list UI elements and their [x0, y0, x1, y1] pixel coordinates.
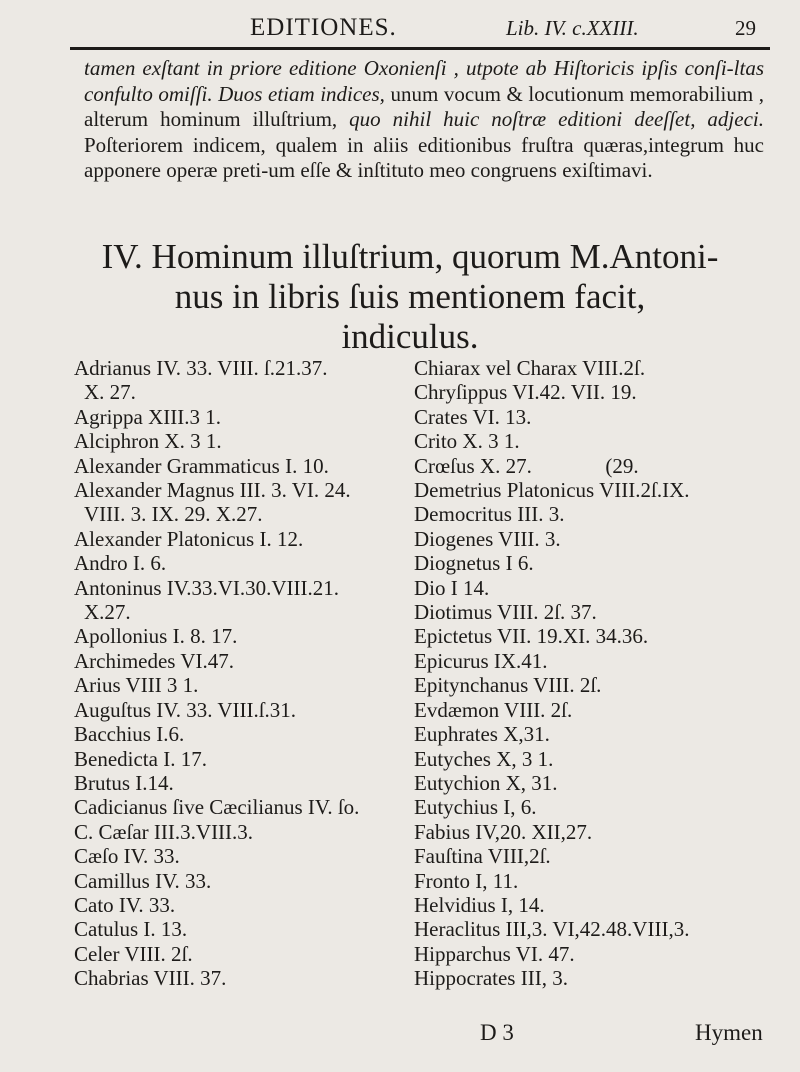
index-entry: Benedicta I. 17. — [74, 746, 207, 771]
index-entry: Chiarax vel Charax VIII.2ſ. — [414, 356, 646, 380]
index-entry: Alexander Platonicus I. 12. — [74, 526, 304, 551]
index-entry: Euphrates X,31. — [414, 722, 550, 747]
index-entry: X.27. — [84, 600, 131, 625]
section-heading — [60, 237, 760, 357]
intro-text-2: Duos etiam indices, — [218, 81, 385, 106]
intro-paragraph — [84, 56, 764, 184]
index-entry: Bacchius I.6. — [74, 722, 185, 747]
index-entry: Cæſo IV. 33. — [74, 844, 180, 869]
index-entry: Brutus I.14. — [74, 770, 174, 795]
intro-text-1: tamen exſtant in priore editione Oxonienſi , utpote ab Hiſtoricis ipſis conſi-ltas confulto omiſſi. — [84, 56, 764, 106]
index-entry: Catulus I. 13. — [74, 917, 188, 942]
index-entry: Alciphron X. 3 1. — [74, 429, 222, 454]
index-entry: Chryſippus VI.42. VII. 19. — [414, 380, 637, 405]
index-column-right — [414, 356, 774, 991]
index-entry: Epictetus VII. 19.XI. 34.36. — [414, 624, 649, 649]
index-entry: Adrianus IV. 33. VIII. ſ.21.37. — [74, 356, 328, 380]
index-entry: Chabrias VIII. 37. — [74, 966, 227, 991]
index-entry: Cadicianus ſive Cæcilianus IV. ſo. — [74, 795, 360, 820]
running-title: EDITIONES. — [250, 14, 397, 41]
index-entry: Apollonius I. 8. 17. — [74, 624, 238, 649]
catchword: Hymen — [695, 1020, 763, 1045]
index-column-left — [74, 356, 404, 991]
intro-text-4: quo nihil huic noſtræ editioni deeſſet, adjeci. — [349, 107, 764, 131]
index-entry: Helvidius I, 14. — [414, 892, 545, 917]
index-entry: Hipparchus VI. 47. — [414, 941, 575, 966]
index-entry: Hippocrates III, 3. — [414, 966, 568, 991]
page-number: 29 — [735, 16, 756, 40]
index-entry: VIII. 3. IX. 29. X.27. — [84, 502, 263, 527]
index-entry: Crœſus X. 27. (29. — [414, 453, 639, 478]
index-entry: C. Cæſar III.3.VIII.3. — [74, 819, 254, 844]
index-entry: Dio I 14. — [414, 575, 490, 600]
index-entry: Arius VIII 3 1. — [74, 673, 199, 698]
index-entry: Crito X. 3 1. — [414, 429, 520, 454]
index-entry: Camillus IV. 33. — [74, 868, 212, 893]
index-entry: Crates VI. 13. — [414, 404, 532, 429]
index-entry: Fronto I, 11. — [414, 868, 519, 893]
index-entry: Fauſtina VIII,2ſ. — [414, 844, 551, 869]
heading-line: nus in libris ſuis mentionem facit, — [174, 277, 646, 316]
index-entry: Fabius IV,20. XII,27. — [414, 819, 593, 844]
index-entry: Diogenes VIII. 3. — [414, 526, 561, 551]
running-header — [70, 2, 770, 48]
index-entry: Celer VIII. 2ſ. — [74, 941, 193, 966]
index-entry: Agrippa XIII.3 1. — [74, 404, 221, 429]
index-entry: Diotimus VIII. 2ſ. 37. — [414, 600, 597, 625]
index-entry: Archimedes VI.47. — [74, 648, 234, 673]
header-rule — [70, 47, 770, 50]
index-entry: X. 27. — [84, 380, 136, 405]
index-entry: Auguſtus IV. 33. VIII.ſ.31. — [74, 697, 297, 722]
heading-line: indiculus. — [341, 317, 479, 356]
index-entry: Cato IV. 33. — [74, 892, 176, 917]
intro-text-3: unum vocum & locutionum memorabilium , alterum hominum illuſtrium, — [84, 81, 764, 131]
index-entry: Alexander Grammaticus I. 10. — [74, 453, 329, 478]
index-entry: Democritus III. 3. — [414, 502, 565, 527]
heading-line: IV. Hominum illuſtrium, quorum M.Antoni- — [101, 237, 719, 276]
page-footer — [480, 1020, 780, 1050]
intro-text-5: Poſteriorem indicem, qualem in aliis editionibus fruſtra quæras,integrum huc apponere operæ preti-um eſſe & inſtituto meo congruens exiſtimavi. — [84, 132, 764, 182]
index-entry: Antoninus IV.33.VI.30.VIII.21. — [74, 575, 340, 600]
index-entry: Diognetus I 6. — [414, 551, 534, 576]
index-entry: Andro I. 6. — [74, 551, 167, 576]
index-entry: Epicurus IX.41. — [414, 648, 548, 673]
index-entry: Eutyches X, 3 1. — [414, 746, 554, 771]
index-entry: Demetrius Platonicus VIII.2ſ.IX. — [414, 478, 690, 503]
index-entry: Eutychius I, 6. — [414, 795, 537, 820]
signature-mark: D 3 — [480, 1020, 514, 1045]
book-chapter-reference: Lib. IV. c.XXIII. — [506, 16, 639, 40]
index-entry: Eutychion X, 31. — [414, 770, 558, 795]
index-entry: Evdæmon VIII. 2ſ. — [414, 697, 573, 722]
index-entry: Alexander Magnus III. 3. VI. 24. — [74, 478, 351, 503]
index-entry: Epitynchanus VIII. 2ſ. — [414, 673, 602, 698]
index-entry: Heraclitus III,3. VI,42.48.VIII,3. — [414, 917, 690, 942]
